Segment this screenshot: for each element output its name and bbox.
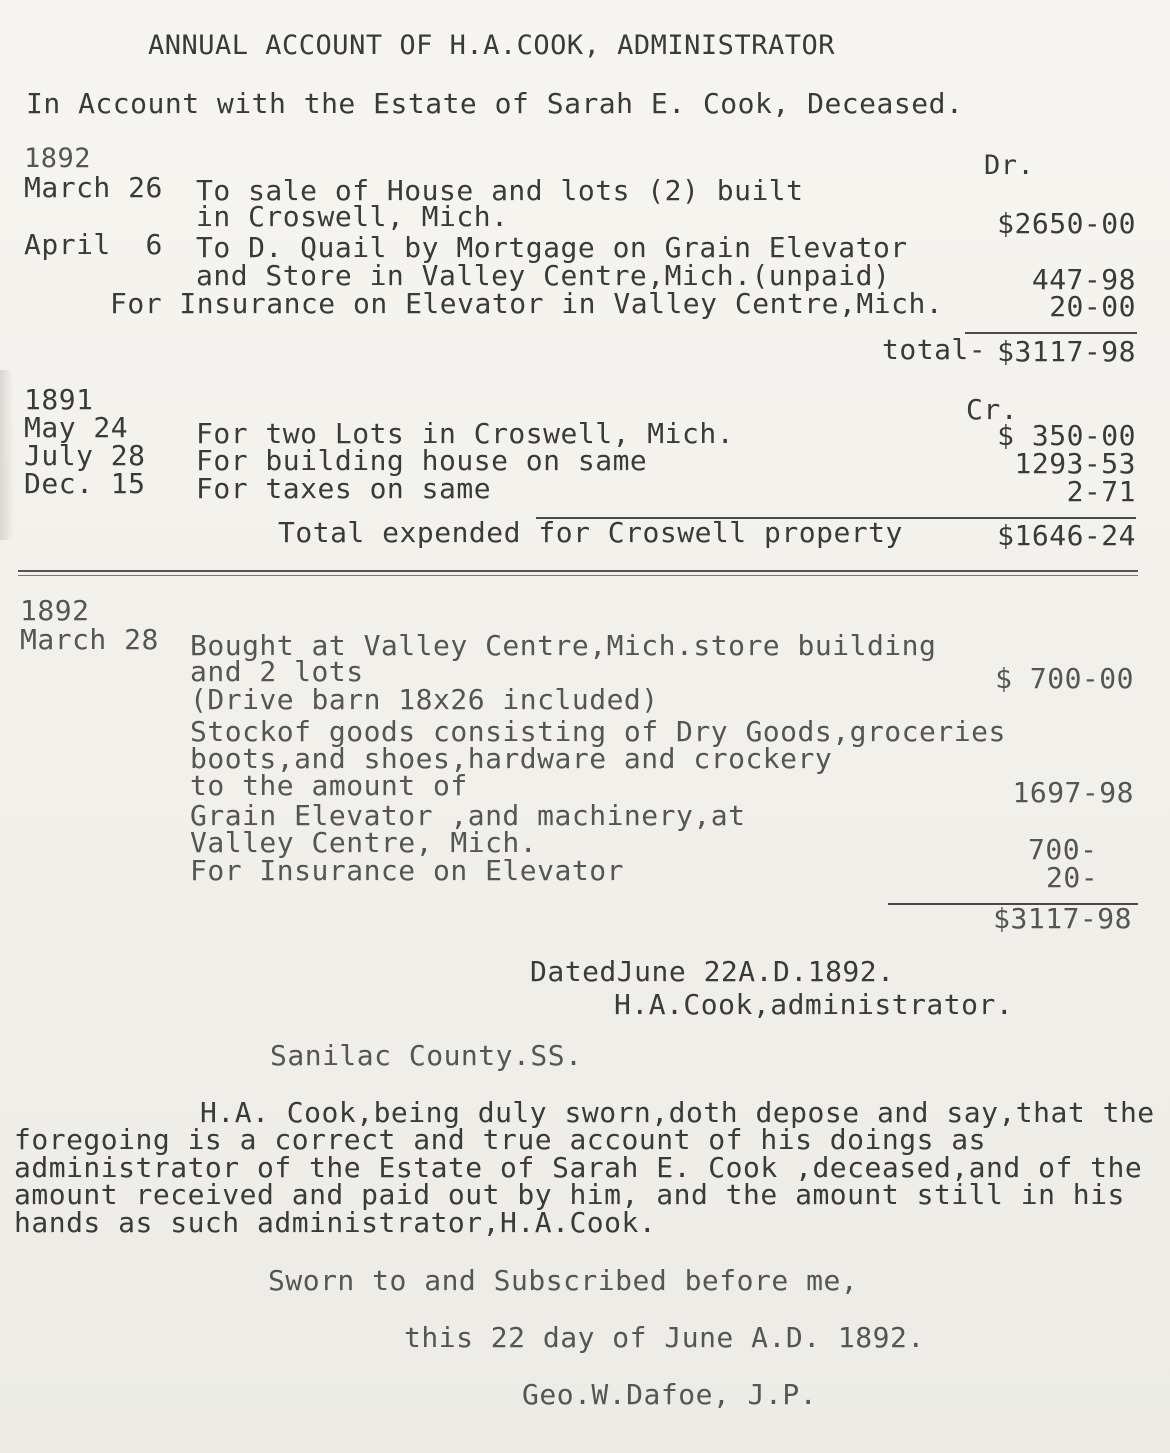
debit-amount: $2650-00 [997,207,1136,240]
affidavit-line: amount received and paid out by him, and the amount still in his [14,1178,1125,1211]
purchases-date: March 28 [20,623,159,656]
affidavit-line: hands as such administrator,H.A.Cook. [14,1206,657,1239]
debit-amount: 447-98 [1031,263,1136,296]
justice-signature: Geo.W.Dafoe, J.P. [522,1378,818,1411]
purchase-line: Stockof goods consisting of Dry Goods,groceries [190,715,1006,748]
purchase-line: and 2 lots [190,655,364,688]
debit-total: $3117-98 [997,335,1136,368]
debit-amount: 20-00 [1049,290,1136,323]
purchase-line: to the amount of [190,769,468,802]
credit-date: July 28 [24,439,146,472]
sworn-day-line: this 22 day of June A.D. 1892. [404,1321,925,1354]
credit-year: 1891 [24,383,94,416]
credit-text: For taxes on same [196,472,492,505]
affidavit-line: foregoing is a correct and true account of his doings as [14,1123,987,1156]
document-title: ANNUAL ACCOUNT OF H.A.COOK, ADMINISTRATOR [148,30,835,61]
purchase-line: boots,and shoes,hardware and crockery [190,742,833,775]
debit-text: For Insurance on Elevator in Valley Centre,Mich. [110,287,944,320]
debit-text: and Store in Valley Centre,Mich.(unpaid) [196,259,891,292]
purchase-line: Valley Centre, Mich. [190,826,538,859]
affidavit-line: H.A. Cook,being duly sworn,doth depose and say,that the [200,1096,1155,1129]
purchase-line: (Drive barn 18x26 included) [190,683,659,716]
administrator-signature: H.A.Cook,administrator. [614,988,1014,1021]
county-line: Sanilac County.SS. [270,1039,583,1072]
sworn-line: Sworn to and Subscribed before me, [268,1264,859,1297]
dated-line: DatedJune 22A.D.1892. [530,955,895,988]
debit-column-label: Dr. [984,150,1035,181]
debit-date: April 6 [24,228,163,261]
purchases-year: 1892 [20,594,90,627]
page-edge-shadow [0,370,14,540]
credit-text: For two Lots in Croswell, Mich. [196,417,735,450]
document-subtitle: In Account with the Estate of Sarah E. Cook, Deceased. [26,87,964,120]
debit-date: March 26 [24,171,163,204]
section-divider [18,570,1138,576]
purchases-total: $3117-98 [993,902,1132,935]
purchase-line: Bought at Valley Centre,Mich.store building [190,629,937,662]
debit-total-rule [965,332,1137,334]
debit-text: To sale of House and lots (2) built [196,174,804,207]
purchase-line: For Insurance on Elevator [190,854,624,887]
credit-date: Dec. 15 [24,467,146,500]
debit-total-label: total- [882,333,987,366]
purchase-amount: 1697-98 [1012,776,1134,809]
credit-amount: $ 350-00 [997,419,1136,452]
credit-amount: 1293-53 [1014,447,1136,480]
credit-text: For building house on same [196,444,648,477]
credit-amount: 2-71 [1066,475,1136,508]
credit-total: $1646-24 [997,519,1136,552]
purchase-amount: $ 700-00 [995,662,1134,695]
debit-text: in Croswell, Mich. [196,200,509,233]
credit-total-label: Total expended for Croswell property [278,516,903,549]
purchase-amount: 20- [1046,861,1099,894]
credit-column-label: Cr. [966,393,1019,426]
purchase-line: Grain Elevator ,and machinery,at [190,799,746,832]
debit-text: To D. Quail by Mortgage on Grain Elevator [196,231,908,264]
purchase-amount: 700- [1028,833,1098,866]
credit-date: May 24 [24,411,129,444]
affidavit-line: administrator of the Estate of Sarah E. Cook ,deceased,and of the [14,1151,1143,1184]
debit-year: 1892 [24,143,92,174]
